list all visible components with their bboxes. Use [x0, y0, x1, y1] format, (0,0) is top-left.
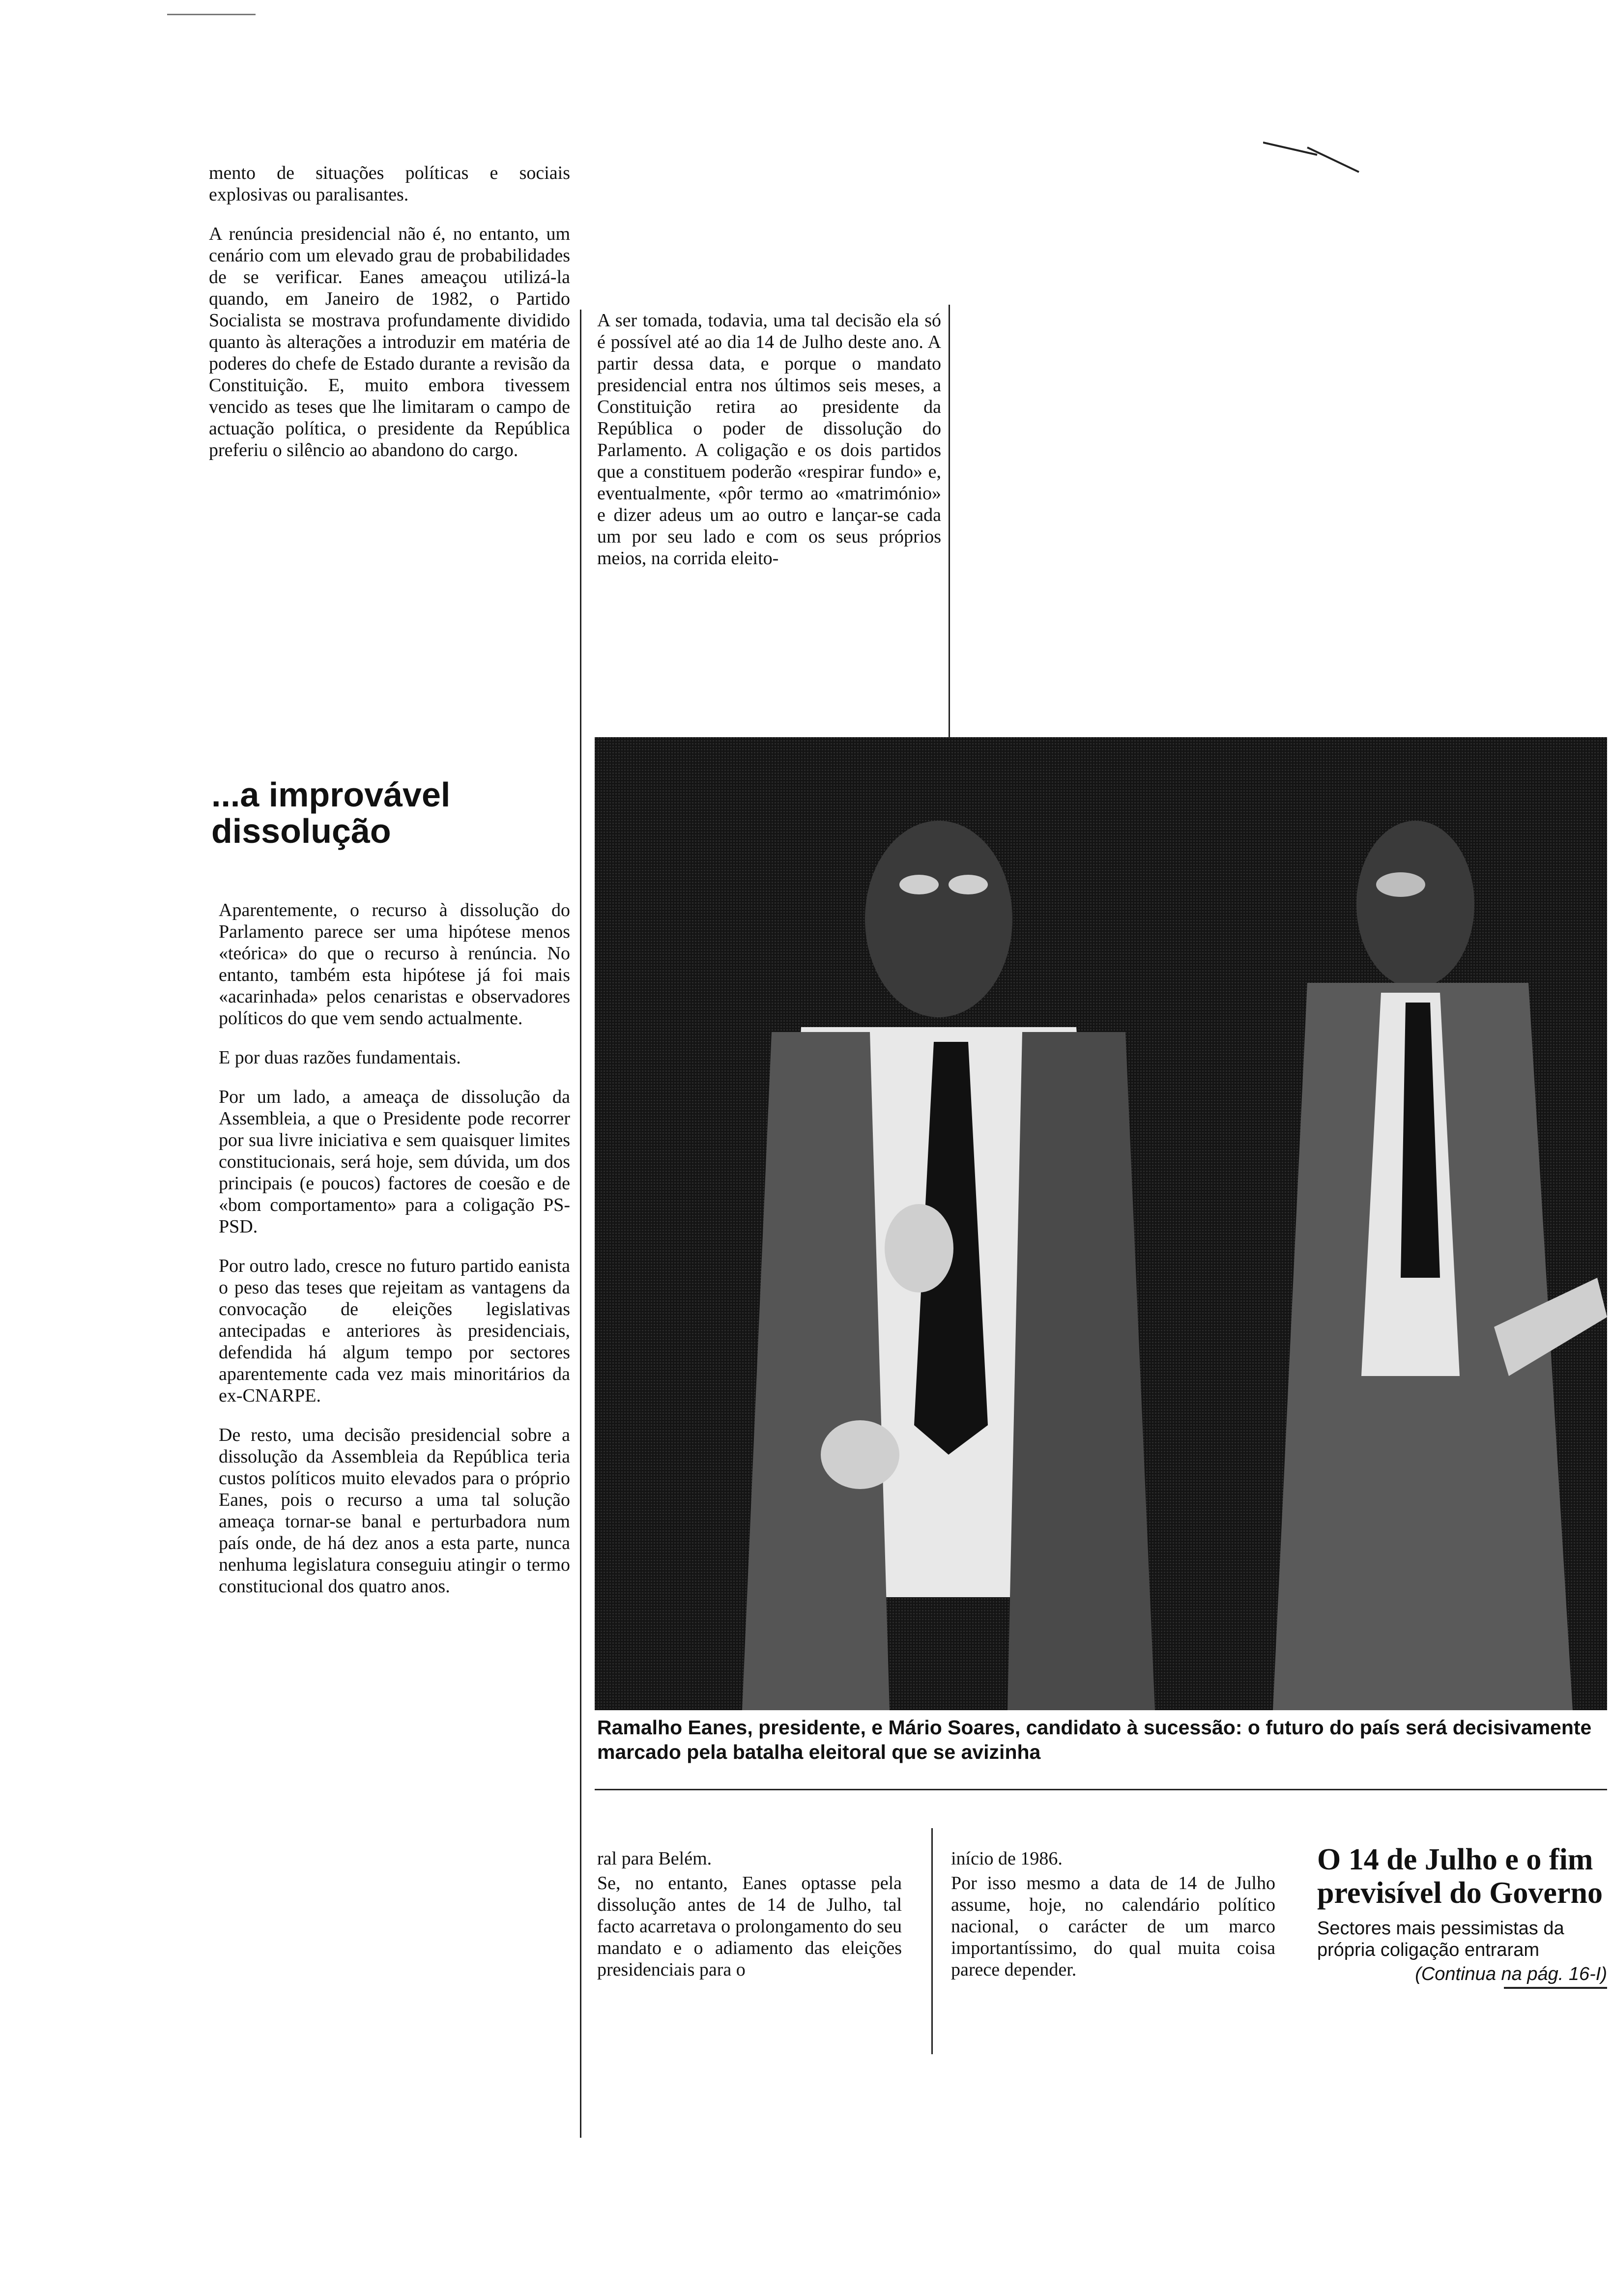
- paragraph: A ser tomada, todavia, uma tal decisão ela só é possível até ao dia 14 de Julho deste ano. A partir dessa data, e porque o mandato presidencial entra nos últimos seis meses, a Constituição retira ao presidente da República o poder de dissolução do Parlamento. A coligação e os dois partidos que a constituem poderão «respirar fundo» e, eventualmente, «pôr termo ao «matrimónio» e dizer adeus um ao outro e lançar-se cada um por seu lado e com os seus próprios meios, na corrida eleito-: [597, 310, 941, 569]
- subhead-text: ...a improvável dissolução: [211, 775, 451, 850]
- column-rule: [949, 305, 950, 737]
- bottom-column-a: [597, 1848, 902, 1998]
- paragraph: Por outro lado, cresce no futuro partido eanista o peso das teses que rejeitam as vantagens da convocação de eleições legislativas antecipadas e anteriores às presidenciais, defendida há algum tempo por sectores aparentemente cada vez mais minoritários da ex-CNARPE.: [219, 1256, 570, 1406]
- continued-note: (Continua na pág. 16-I): [1415, 1964, 1607, 1984]
- scan-artifact-mark: [1263, 138, 1361, 177]
- paragraph: Por isso mesmo a data de 14 de Julho assume, hoje, no calendário político nacional, o carácter de um marco importantíssimo, do qual muita coisa parece depender.: [951, 1873, 1275, 1980]
- paragraph: De resto, uma decisão presidencial sobre a dissolução da Assembleia da República teria custos políticos muito elevados para o próprio Eanes, pois o recurso a uma tal solução ameaça tornar-se banal e perturbadora num país onde, de há dez anos a esta parte, nunca nenhuma legislatura conseguiu atingir o termo constitucional dos quatro anos.: [219, 1425, 570, 1597]
- related-article-title: O 14 de Julho e o fim previsível do Governo: [1317, 1843, 1603, 1910]
- paragraph: Aparentemente, o recurso à dissolução do Parlamento parece ser uma hipótese menos «teórica» do que o recurso à renúncia. No entanto, também esta hipótese já foi mais «acarinhada» pelos cenaristas e observadores políticos do que vem sendo actualmente.: [219, 900, 570, 1029]
- paragraph: Se, no entanto, Eanes optasse pela dissolução antes de 14 de Julho, tal facto acarretava o prolongamento do seu mandato e o adiamento das eleições presidenciais para o: [597, 1873, 902, 1980]
- bottom-column-b: [951, 1848, 1275, 1998]
- scan-artifact-line: [167, 14, 256, 15]
- left-column-top: [209, 162, 570, 479]
- column-rule: [580, 310, 581, 2138]
- paragraph: ral para Belém.: [597, 1848, 712, 1869]
- column-rule: [931, 1828, 933, 2054]
- subhead: [211, 776, 575, 874]
- photo-image: [595, 737, 1607, 1710]
- caption-rule: [595, 1789, 1607, 1790]
- box-rule: [1504, 1987, 1607, 1989]
- paragraph: início de 1986.: [951, 1848, 1063, 1869]
- photo-caption: Ramalho Eanes, presidente, e Mário Soares, candidato à sucessão: o futuro do país será decisivamente marcado pela batalha eleitoral que se avizinha: [597, 1716, 1592, 1763]
- paragraph: E por duas razões fundamentais.: [219, 1047, 461, 1068]
- related-article-box: [1317, 1843, 1607, 1989]
- paragraph: Por um lado, a ameaça de dissolução da Assembleia, a que o Presidente pode recorrer por sua livre iniciativa e sem quaisquer limites constitucionais, será hoje, sem dúvida, um dos principais (e poucos) factores de coesão e de «bom comportamento» para a coligação PS-PSD.: [219, 1087, 570, 1237]
- paragraph: mento de situações políticas e sociais explosivas ou paralisantes.: [209, 163, 570, 205]
- middle-column-top: [597, 310, 941, 587]
- left-column-bottom: [219, 899, 570, 1615]
- paragraph: A renúncia presidencial não é, no entanto, um cenário com um elevado grau de probabilidades de se verificar. Eanes ameaçou utilizá-la quando, em Janeiro de 1982, o Partido Socialista se mostrava profundamente dividido quanto às alterações a introduzir em matéria de poderes do chefe de Estado durante a revisão da Constituição. E, muito embora tivessem vencido as teses que lhe limitaram o campo de actuação política, o presidente da República preferiu o silêncio ao abandono do cargo.: [209, 224, 570, 460]
- photo: [595, 737, 1607, 1710]
- related-article-lead: Sectores mais pessimistas da própria coligação entraram: [1317, 1918, 1564, 1960]
